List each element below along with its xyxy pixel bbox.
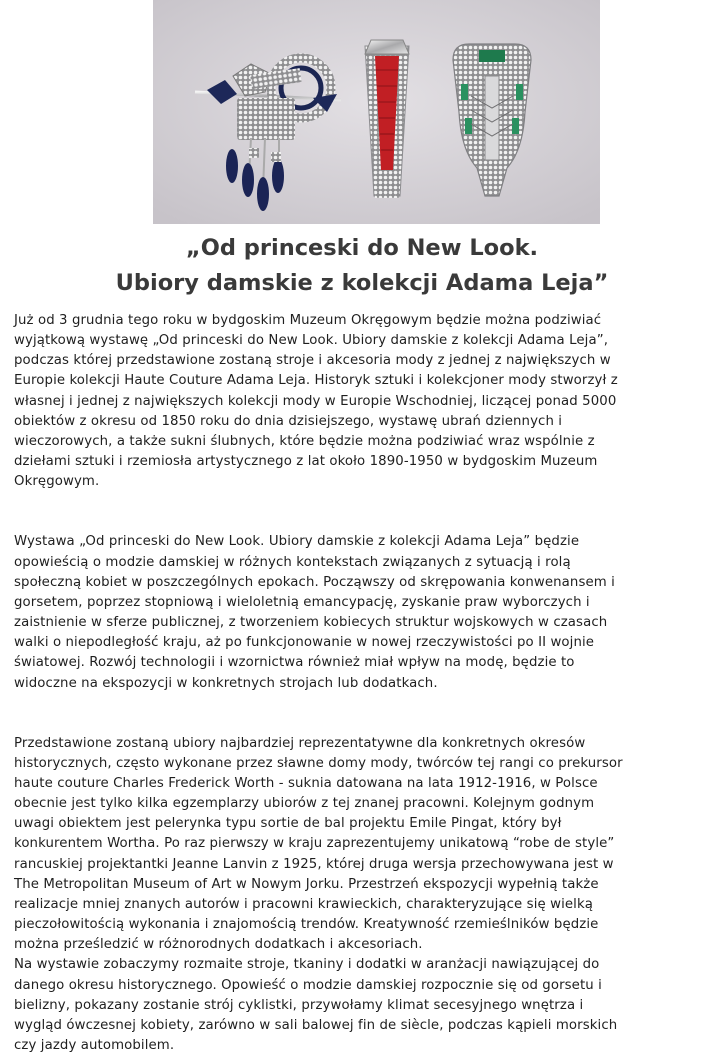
text-line: konkurentem Wortha. Po raz pierwszy w kraju zaprezentujemy unikatową “robe de style” [14, 836, 615, 852]
text-line: światowej. Rozwój technologii i wzornictwa również miał wpływ na modę, będzie to [14, 655, 575, 671]
text-line: wyjątkową wystawę „Od princeski do New Look. Ubiory damskie z kolekcji Adama Leja”, [14, 333, 609, 349]
text-line: rancuskiej projektantki Jeanne Lanvin z 1925, której druga wersja przechowywana jest w [14, 856, 614, 872]
text-line: czy jazdy automobilem. [14, 1038, 175, 1053]
text-line: widoczne na ekspozycji w konkretnych strojach lub dodatkach. [14, 675, 438, 691]
text-line: podczas której przedstawione zostaną stroje i akcesoria mody z jednej z największych w [14, 353, 611, 369]
text-line: własnej i jednej z największych kolekcji mody w Europie Wschodniej, liczącej ponad 5000 [14, 393, 617, 409]
text-line: uwagi obiektem jest pelerynka typu sortie de bal projektu Emile Pingat, który był [14, 816, 562, 832]
text-line: obiektów z okresu od 1850 roku do dnia dzisiejszego, wystawę ubrań dziennych i [14, 413, 563, 429]
text-line: Wystawa „Od princeski do New Look. Ubiory damskie z kolekcji Adama Leja” będzie [14, 534, 580, 550]
text-line: historycznych, często wykonane przez sławne domy mody, twórców tej rangi co prekursor [14, 755, 623, 771]
text-line: wieczorowych, a także sukni ślubnych, które będzie można podziwiać wraz wspólnie z [14, 433, 595, 449]
text-line: walki o niepodległość kraju, aż po funkcjonowanie w nowej rzeczywistości po II wojnie [14, 635, 595, 651]
paragraph-gap [14, 694, 714, 714]
text-line: realizacje mniej znanych autorów i pracowni krawieckich, charakteryzujące się wielką [14, 896, 593, 912]
text-line: dziełami sztuki i rzemiosła artystycznego z lat około 1890-1950 w bydgoskim Muzeum [14, 454, 598, 470]
title-line-2: Ubiory damskie z kolekcji Adama Leja” [115, 270, 609, 296]
page-title [0, 231, 724, 301]
paragraph-gap [14, 492, 714, 512]
title-line-1: „Od princeski do New Look. [185, 235, 539, 261]
paragraph-2 [14, 532, 714, 693]
paragraph-1 [14, 311, 714, 492]
text-line: można prześledzić w różnorodnych dodatkach i akcesoriach. [14, 937, 423, 953]
text-line: wygląd ówczesnej kobiety, zarówno w sali balowej fin de siècle, podczas kąpieli morskich [14, 1017, 618, 1033]
jewelry-photo [153, 0, 600, 224]
text-line: pieczołowitością wykonania i znajomością trendów. Kreatywność rzemieślników będzie [14, 917, 599, 933]
article-body [14, 311, 714, 1056]
text-line: Europie kolekcji Haute Couture Adama Leja. Historyk sztuki i kolekcjoner mody stworzył z [14, 373, 618, 389]
text-line: społeczną kobiet w poszczególnych epokach. Począwszy od skrępowania konwenansem i [14, 574, 615, 590]
text-line: Przedstawione zostaną ubiory najbardziej reprezentatywne dla konkretnych okresów [14, 735, 586, 751]
text-line: haute couture Charles Frederick Worth - suknia datowana na lata 1912-1916, w Polsce [14, 775, 598, 791]
text-line: zaistnienie w sferze publicznej, z tworzeniem kobiecych struktur wojskowych w czasach [14, 615, 608, 631]
text-line: Okręgowym. [14, 474, 100, 490]
paragraph-gap [14, 512, 714, 532]
text-line: danego okresu historycznego. Opowieść o modzie damskiej rozpocznie się od gorsetu i [14, 977, 602, 993]
text-line: The Metropolitan Museum of Art w Nowym Jorku. Przestrzeń ekspozycji wypełnią także [14, 876, 599, 892]
text-line: gorsetem, poprzez stopniową i wieloletnią emancypację, zyskanie praw wyborczych i [14, 594, 590, 610]
text-line: bielizny, pokazany zostanie strój cyklistki, przywołamy klimat secesyjnego wnętrza i [14, 997, 584, 1013]
paragraph-gap [14, 714, 714, 734]
text-line: opowieścią o modzie damskiej w różnych kontekstach związanych z sytuacją i rolą [14, 554, 571, 570]
paragraph-3 [14, 734, 714, 1056]
text-line: obecnie jest tylko kilka egzemplarzy ubiorów z tej znanej pracowni. Kolejnym godnym [14, 796, 595, 812]
text-line: Na wystawie zobaczymy rozmaite stroje, tkaniny i dodatki w aranżacji nawiązującej do [14, 957, 600, 973]
text-line: Już od 3 grudnia tego roku w bydgoskim Muzeum Okręgowym będzie można podziwiać [14, 313, 602, 328]
